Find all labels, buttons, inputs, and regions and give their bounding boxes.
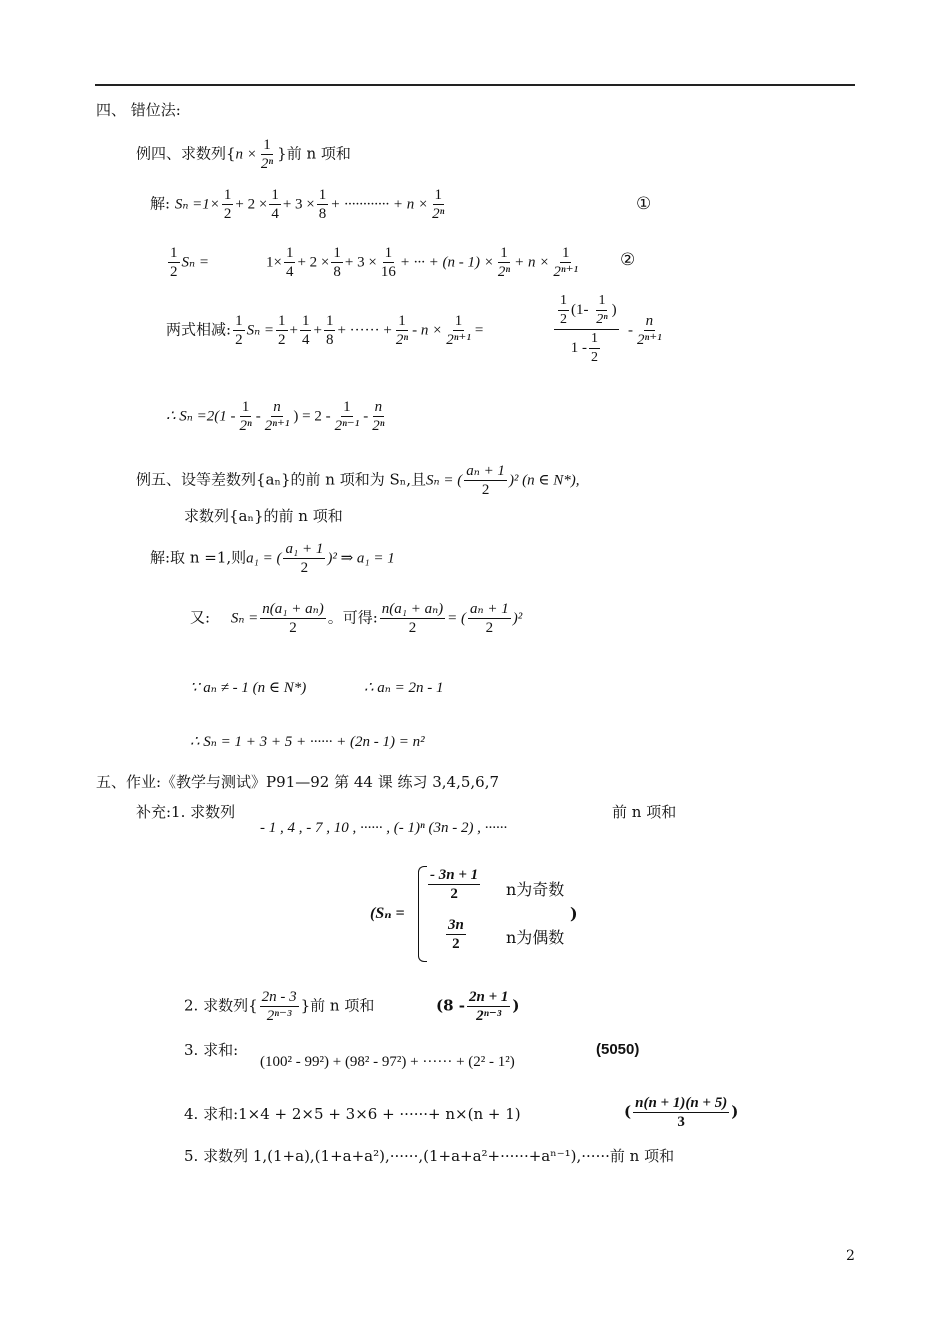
example5-solution: 解:取 n =1,则a₁ = ( $\frac{\text{a₁ + 1}}{2}$ )² ⇒ a₁ = 1 [150, 541, 395, 576]
equation-1-tag: ① [636, 194, 652, 214]
header-rule [95, 84, 855, 86]
answer1-case2-cond: n为偶数 [506, 928, 565, 947]
question-4-answer: ( $\frac{n(n + 1)(n + 5)}{3}$ ) [624, 1095, 739, 1130]
question-3-label: 3. 求和: [184, 1041, 239, 1059]
answer1-open: (Sₙ = [370, 905, 405, 922]
example5-again: 又: Sₙ = $\frac{\text{n(a₁ + aₙ)}}{2}$ 。可得: $\frac{\text{n(a₁ + aₙ)}}{2}$ = ( $\frac{\text{aₙ + 1}}{2}$ )² [190, 601, 523, 636]
supplement-sequence: - 1 , 4 , - 7 , 10 , ······ , (- 1)ⁿ (3n - 2) , ······ [260, 820, 508, 836]
question-3-answer: (5050) [596, 1041, 640, 1058]
example5-line2: 求数列{aₙ}的前 n 项和 [184, 507, 343, 525]
answer1-close: ) [570, 904, 578, 923]
question-5-label: 5. 求数列 1,(1+a),(1+a+a²),······,(1+a+a²+······+aⁿ⁻¹),······前 n 项和 [184, 1147, 675, 1165]
subtraction-big-fraction: $\frac{1}{2}$ (1- $\frac{1}{\text{2ⁿ}}$ ) 1 - $\frac{1}{2}$ [552, 292, 621, 367]
section5-heading: 五、作业:《教学与测试》P91—92 第 44 课 练习 3,4,5,6,7 [96, 773, 500, 791]
example5-therefore: ∴ aₙ = 2n - 1 [364, 680, 444, 696]
equation-2: $\frac{1}{2}$ Sₙ = [170, 245, 209, 280]
example5-final: ∴ Sₙ = 1 + 3 + 5 + ······ + (2n - 1) = n² [190, 734, 425, 750]
section4-heading: 四、 错位法: [96, 101, 181, 119]
subtraction-line: 两式相减: $\frac{1}{2}$ Sₙ = $\frac{1}{2}$ + $\frac{1}{4}$ + $\frac{1}{8}$ + ······ + $\frac{1}{\text{2ⁿ}}$ - n × $\frac{1}{\text{2ⁿ⁺¹}}$ = [166, 313, 484, 348]
example5-since: ∵ aₙ ≠ - 1 (n ∈ N*) [190, 680, 307, 696]
answer1-case1-cond: n为奇数 [506, 880, 565, 899]
example5-line: 例五、设等差数列{aₙ}的前 n 项和为 Sₙ,且Sₙ = ( $\frac{\text{aₙ + 1}}{2}$ )² (n ∈ N*), [136, 463, 580, 498]
subtraction-tail: - $\frac{n}{\text{2ⁿ⁺¹}}$ [628, 313, 662, 348]
example4-line: 例四、求数列{n × $\frac{1}{\text{2ⁿ}}$ }前 n 项和 [136, 137, 351, 172]
question-4-label: 4. 求和:1×4 + 2×5 + 3×6 + ······+ n×(n + 1) [184, 1105, 521, 1123]
answer1-case1: $\frac{- 3n + 1}{2}$ [430, 867, 479, 902]
question-3-expression: (100² - 99²) + (98² - 97²) + ······ + (2² - 1²) [260, 1054, 515, 1070]
question-2: 2. 求数列{ $\frac{2n - 3}{\text{2ⁿ⁻³}}$ }前 n 项和 [184, 989, 375, 1024]
equation-1: 解: Sₙ =1× $\frac{1}{2}$ + 2 × $\frac{1}{4}$ + 3 × $\frac{1}{8}$ + ············ + n × $\frac{1}{\text{2ⁿ}}$ [150, 187, 445, 222]
supplement-label: 补充:1. 求数列 [136, 803, 236, 821]
supplement-tail: 前 n 项和 [612, 803, 677, 821]
equation-2-rhs: 1× $\frac{1}{4}$ + 2 × $\frac{1}{8}$ + 3 × $\frac{1}{16}$ + ··· + (n - 1) × $\frac{1}{\text{2ⁿ}}$ + n × $\frac{1}{\text{2ⁿ⁺¹}}$ [266, 245, 579, 280]
result-line: ∴ Sₙ =2(1 - $\frac{1}{\text{2ⁿ}}$ - $\frac{n}{\text{2ⁿ⁺¹}}$ ) = 2 - $\frac{1}{\text{2ⁿ⁻¹}}$ - $\frac{n}{\text{2ⁿ}}$ [166, 399, 385, 434]
answer1-case2: $\frac{3n}{2}$ [448, 917, 464, 952]
page-number: 2 [846, 1248, 855, 1264]
question-2-answer: (8 - $\frac{2n + 1}{\text{2ⁿ⁻³}}$ ) [436, 989, 520, 1024]
equation-2-tag: ② [620, 250, 636, 270]
